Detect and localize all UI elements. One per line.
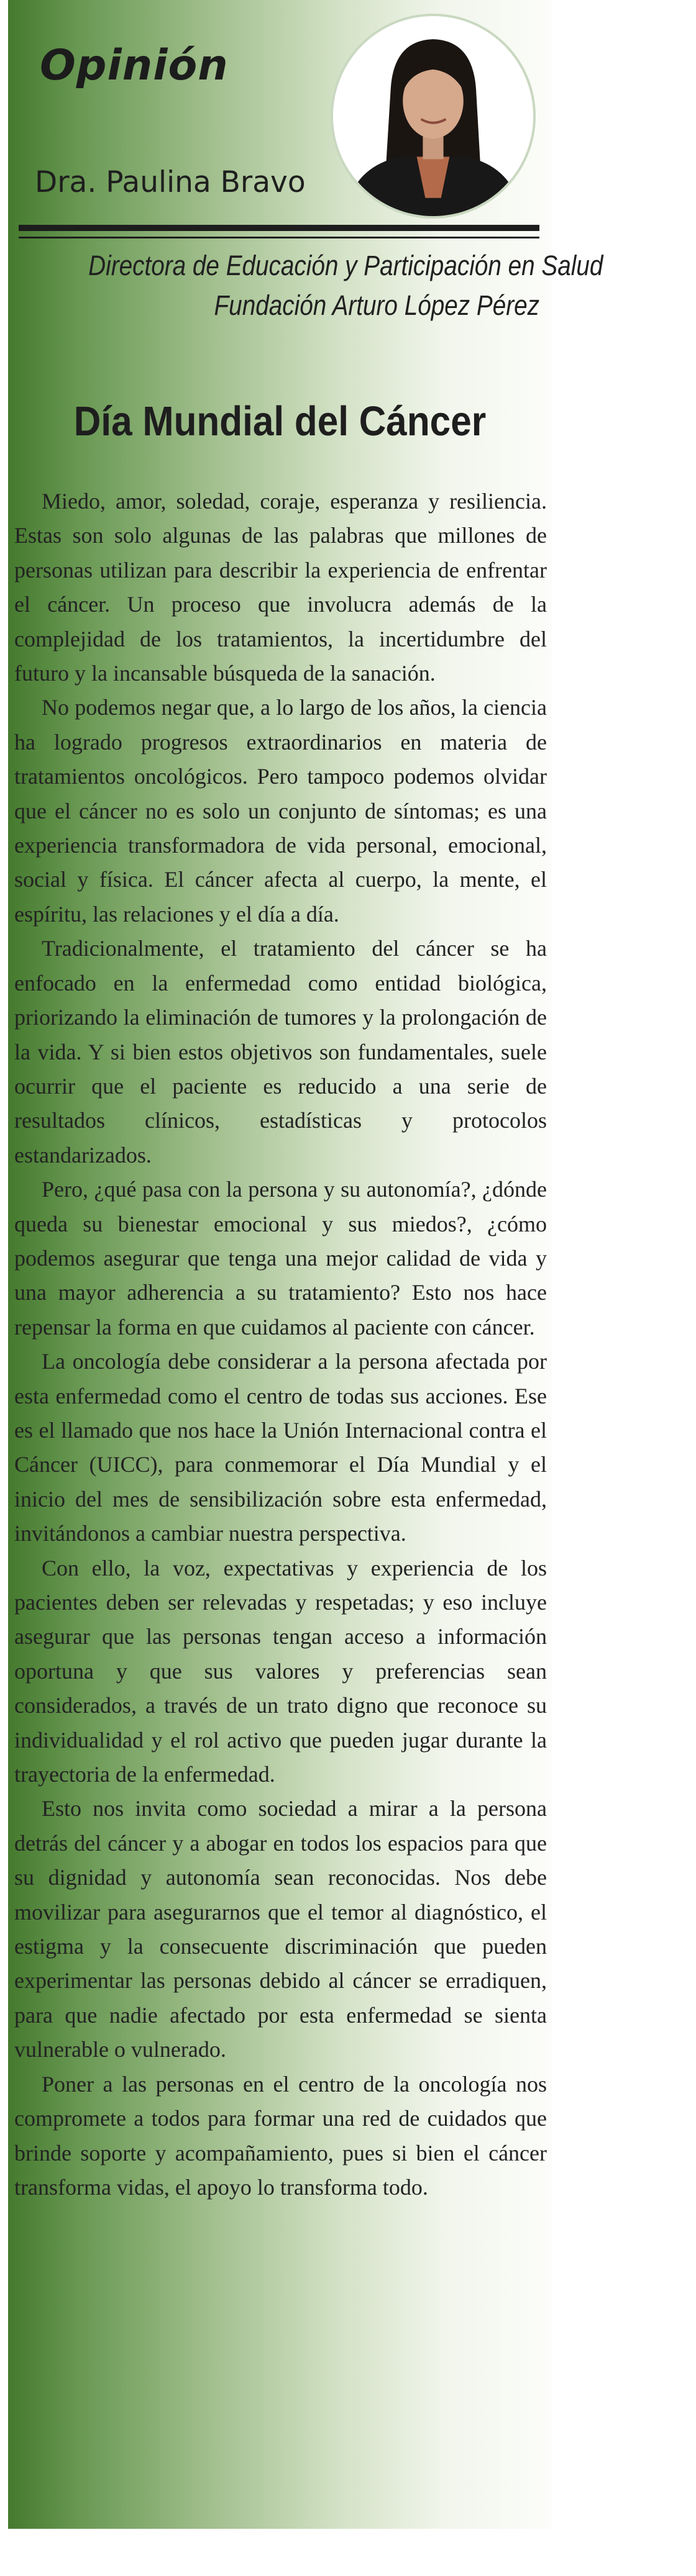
paragraph-7: Esto nos invita como sociedad a mirar a la persona detrás del cáncer y a abogar en todos los espacios para que su dignidad y autonomía sean reconocidas. Nos debe movilizar para asegurarnos que el temor al diagnóstico, el estigma y la consecuente discriminación que pueden experimentar las personas debido al cáncer se erradiquen, para que nadie afectado por esta enfermedad se sienta vulnerable o vulnerado. <box>14 1796 547 2062</box>
author-role: Directora de Educación y Participación en Salud <box>88 250 603 281</box>
author-organization: Fundación Arturo López Pérez <box>214 289 539 321</box>
paragraph-2: No podemos negar que, a lo largo de los años, la ciencia ha logrado progresos extraordinarios en materia de tratamientos oncológicos. Pero tampoco podemos olvidar que el cáncer no es solo un conjunto de síntomas; es una experiencia transformadora de vida personal, emocional, social y física. El cáncer afecta al cuerpo, la mente, el espíritu, las relaciones y el día a día. <box>14 695 547 927</box>
paragraph-1: Miedo, amor, soledad, coraje, esperanza y resiliencia. Estas son solo algunas de las palabras que millones de personas utilizan para describir la experiencia de enfrentar el cáncer. Un proceso que involucra además de la complejidad de los tratamientos, la incertidumbre del futuro y la incansable búsqueda de la sanación. <box>14 489 547 686</box>
author-photo <box>331 14 536 219</box>
paragraph-3: Tradicionalmente, el tratamiento del cáncer se ha enfocado en la enfermedad como entidad biológica, priorizando la eliminación de tumores y la prolongación de la vida. Y si bien estos objetivos son fundamentales, suele ocurrir que el paciente es reducido a una serie de resultados clínicos, estadísticas y protocolos estandarizados. <box>14 936 547 1168</box>
paragraph-5: La oncología debe considerar a la persona afectada por esta enfermedad como el centro de todas sus acciones. Ese es el llamado que nos hace la Unión Internacional contra el Cáncer (UICC), para conmemorar el Día Mundial y el inicio del mes de sensibilización sobre esta enfermedad, invitándonos a cambiar nuestra perspectiva. <box>14 1349 547 1546</box>
header-rule-thin <box>19 237 539 238</box>
author-name: Dra. Paulina Bravo <box>35 165 306 199</box>
section-label: Opinión <box>40 41 229 90</box>
header-rule-thick <box>19 225 539 231</box>
paragraph-6: Con ello, la voz, expectativas y experiencia de los pacientes deben ser relevadas y respetadas; y eso incluye asegurar que las personas tengan acceso a información oportuna y que sus valores y preferencias sean considerados, a través de un trato digno que reconoce su individualidad y el rol activo que pueden jugar durante la trayectoria de la enfermedad. <box>14 1555 547 1787</box>
article-body <box>8 484 552 2205</box>
paragraph-4: Pero, ¿qué pasa con la persona y su autonomía?, ¿dónde queda su bienestar emocional y sus miedos?, ¿cómo podemos asegurar que tenga una mejor calidad de vida y una mayor adherencia a su tratamiento? Esto nos hace repensar la forma en que cuidamos al paciente con cáncer. <box>14 1177 547 1340</box>
paragraph-8: Poner a las personas en el centro de la oncología nos compromete a todos para formar una red de cuidados que brinde soporte y acompañamiento, pues si bien el cáncer transforma vidas, el apoyo lo transforma todo. <box>14 2071 547 2200</box>
article-title: Día Mundial del Cáncer <box>73 398 487 445</box>
